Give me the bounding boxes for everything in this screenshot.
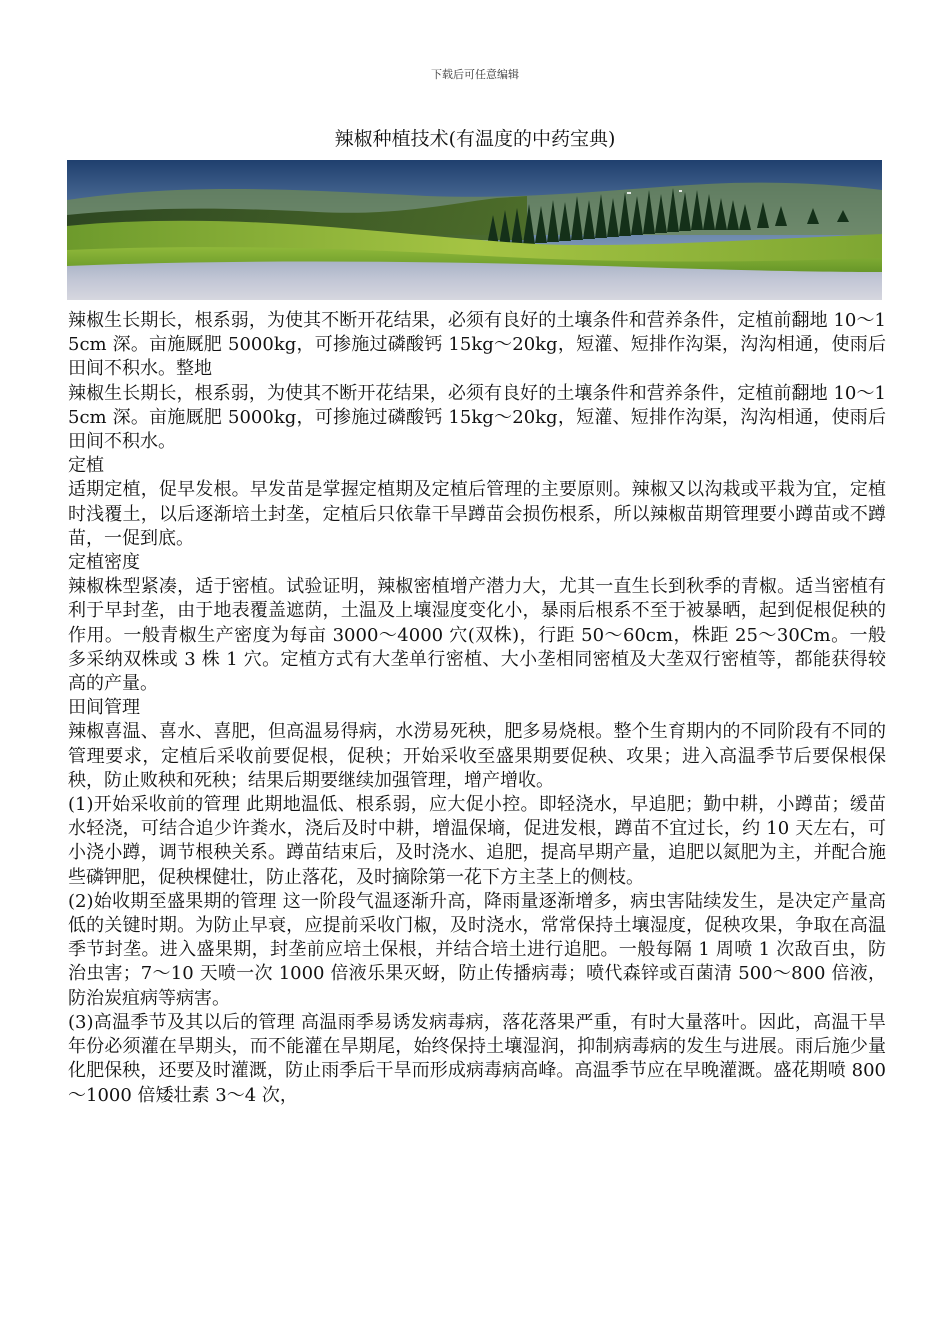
- paragraph-intro: 辣椒生长期长，根系弱，为使其不断开花结果，必须有良好的土壤条件和营养条件，定植前翻地 10～15cm 深。亩施厩肥 5000kg，可掺施过磷酸钙 15kg～20kg，短灌、短排作沟渠，沟沟相通，使雨后田间不积水。整地: [68, 310, 886, 380]
- paragraph-stage-2: (2)始收期至盛果期的管理 这一阶段气温逐渐升高，降雨量逐渐增多，病虫害陆续发生，是决定产量高低的关键时期。为防止早衰，应提前采收门椒，及时浇水，常常保持土壤湿度，促秧攻果，争取在高温季节封垄。进入盛果期，封垄前应培土保根，并结合培土进行追肥。一般每隔 1 周喷 1 次敌百虫，防治虫害；7～10 天喷一次 1000 倍液乐果灭蚜，防止传播病毒；喷代森锌或百菌清 500～800 倍液，防治炭疽病等病害。: [68, 890, 886, 1009]
- paragraph-stage-1: (1)开始采收前的管理 此期地温低、根系弱，应大促小控。即轻浇水，早追肥；勤中耕，小蹲苗；缓苗水轻浇，可结合追少许粪水，浇后及时中耕，增温保墒，促进发根，蹲苗不宜过长，约 10 天左右，可小浇小蹲，调节根秧关系。蹲苗结束后，及时浇水、追肥，提高早期产量，追肥以氮肥为主，并配合施些磷钾肥，促秧棵健壮，防止落花，及时摘除第一花下方主茎上的侧枝。: [68, 794, 886, 888]
- paragraph-field-management: 辣椒喜温、喜水、喜肥，但高温易得病，水涝易死秧，肥多易烧根。整个生育期内的不同阶段有不同的管理要求，定植后采收前要促根，促秧；开始采收至盛果期要促秧、攻果；进入高温季节后要保根保秧，防止败秧和死秧；结果后期要继续加强管理，增产增收。: [68, 721, 886, 791]
- heading-planting: 定植: [68, 455, 104, 477]
- document-title: 辣椒种植技术(有温度的中药宝典): [334, 128, 616, 150]
- banner-landscape-image: [67, 160, 882, 300]
- document-body: [68, 309, 886, 1108]
- paragraph-stage-3: (3)高温季节及其以后的管理 高温雨季易诱发病毒病，落花落果严重，有时大量落叶。因此，高温干旱年份必须灌在旱期头，而不能灌在旱期尾，始终保持土壤湿润，抑制病毒病的发生与进展。雨后施少量化肥保秧，还要及时灌溉，防止雨季后干旱而形成病毒病高峰。高温季节应在早晚灌溉。盛花期喷 800～1000 倍矮壮素 3～4 次，: [68, 1011, 886, 1106]
- heading-planting-density: 定植密度: [68, 552, 140, 574]
- landscape-illustration: [67, 160, 882, 300]
- paragraph-planting: 适期定植，促早发根。早发苗是掌握定植期及定植后管理的主要原则。辣椒又以沟栽或平栽为宜，定植时浅覆土，以后逐渐培土封垄，定植后只依靠干旱蹲苗会损伤根系，所以辣椒苗期管理要小蹲苗或不蹲苗，一促到底。: [68, 479, 886, 549]
- paragraph-land-preparation: 辣椒生长期长，根系弱，为使其不断开花结果，必须有良好的土壤条件和营养条件，定植前翻地 10～15cm 深。亩施厩肥 5000kg，可掺施过磷酸钙 15kg～20kg，短灌、短排作沟渠，沟沟相通，使雨后田间不积水。: [68, 382, 886, 453]
- paragraph-planting-density: 辣椒株型紧凑，适于密植。试验证明，辣椒密植增产潜力大，尤其一直生长到秋季的青椒。适当密植有利于早封垄，由于地表覆盖遮荫，土温及上壤湿度变化小，暴雨后根系不至于被暴晒，起到促根促秧的作用。一般青椒生产密度为每亩 3000～4000 穴(双株)，行距 50～60cm，株距 25～30Cm。一般多采纳双株或 3 株 1 穴。定植方式有大垄单行密植、大小垄相同密植及大垄双行密植等，都能获得较高的产量。: [68, 576, 886, 695]
- heading-field-management: 田间管理: [68, 697, 140, 719]
- page-header-note: 下载后可任意编辑: [431, 68, 519, 81]
